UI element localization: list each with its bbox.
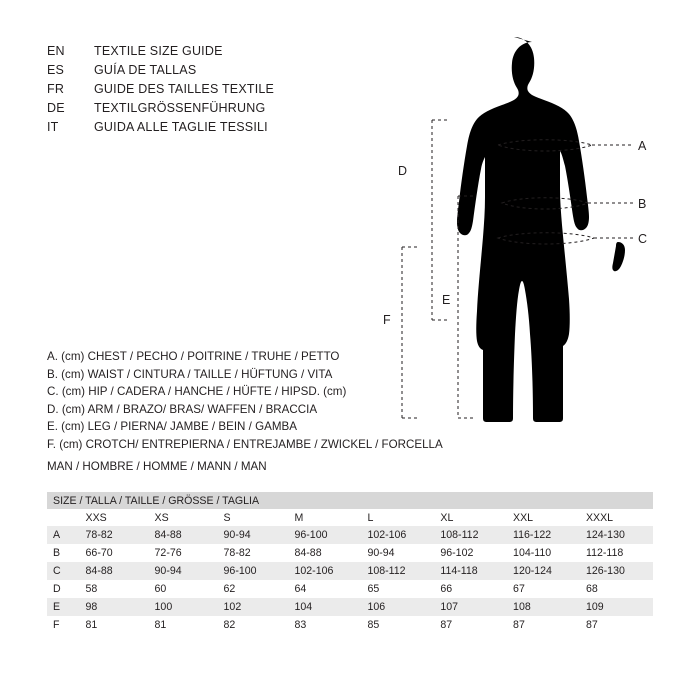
table-cell: 64 — [289, 580, 362, 598]
row-label: A — [47, 526, 80, 544]
diagram-label-b: B — [638, 197, 647, 211]
table-cell: 90-94 — [361, 544, 434, 562]
column-header: XS — [149, 509, 218, 526]
table-cell: 104-110 — [507, 544, 580, 562]
table-row — [47, 616, 653, 634]
table-cell: 81 — [149, 616, 218, 634]
table-cell: 84-88 — [149, 526, 218, 544]
table-cell: 90-94 — [218, 526, 289, 544]
language-code: FR — [47, 82, 65, 96]
table-cell: 83 — [289, 616, 362, 634]
table-cell: 96-102 — [434, 544, 507, 562]
table-cell: 81 — [80, 616, 149, 634]
table-cell: 85 — [361, 616, 434, 634]
table-cell: 108-112 — [434, 526, 507, 544]
table-cell: 87 — [434, 616, 507, 634]
size-table-wrapper — [47, 492, 653, 634]
size-table — [47, 492, 653, 634]
table-cell: 102-106 — [361, 526, 434, 544]
row-label: D — [47, 580, 80, 598]
table-cell: 87 — [580, 616, 653, 634]
language-row — [47, 82, 347, 101]
table-cell: 66-70 — [80, 544, 149, 562]
row-label: B — [47, 544, 80, 562]
table-cell: 98 — [80, 598, 149, 616]
diagram-label-a: A — [638, 139, 647, 153]
table-cell: 102 — [218, 598, 289, 616]
legend-line-b: B. (cm) WAIST / CINTURA / TAILLE / HÜFTUNG / VITA — [47, 367, 333, 381]
body-diagram — [380, 20, 680, 470]
table-cell: 124-130 — [580, 526, 653, 544]
table-cell: 116-122 — [507, 526, 580, 544]
diagram-label-f: F — [383, 313, 391, 327]
language-title: GUIDA ALLE TAGLIE TESSILI — [94, 120, 268, 134]
diagram-label-c: C — [638, 232, 648, 246]
table-cell: 60 — [149, 580, 218, 598]
table-cell: 67 — [507, 580, 580, 598]
male-silhouette-icon — [457, 37, 625, 422]
table-cell: 120-124 — [507, 562, 580, 580]
table-cell: 82 — [218, 616, 289, 634]
table-header-label: SIZE / TALLA / TAILLE / GRÖSSE / TAGLIA — [47, 492, 653, 509]
language-title: GUIDE DES TAILLES TEXTILE — [94, 82, 275, 96]
diagram-label-d: D — [398, 164, 408, 178]
language-title: TEXTILGRÖSSENFÜHRUNG — [94, 101, 266, 115]
language-title: GUÍA DE TALLAS — [94, 63, 197, 77]
gender-line: MAN / HOMBRE / HOMME / MANN / MAN — [47, 460, 267, 473]
table-cell: 65 — [361, 580, 434, 598]
table-cell: 87 — [507, 616, 580, 634]
row-label: E — [47, 598, 80, 616]
row-label: F — [47, 616, 80, 634]
table-cell: 100 — [149, 598, 218, 616]
table-header-row — [47, 492, 653, 509]
language-row — [47, 63, 347, 82]
language-code: DE — [47, 101, 65, 115]
legend-line-e: E. (cm) LEG / PIERNA/ JAMBE / BEIN / GAMBA — [47, 420, 297, 434]
table-cell: 78-82 — [218, 544, 289, 562]
table-column-row — [47, 509, 653, 526]
table-cell: 126-130 — [580, 562, 653, 580]
table-cell: 62 — [218, 580, 289, 598]
table-row — [47, 544, 653, 562]
table-row — [47, 598, 653, 616]
language-title-block — [47, 44, 347, 139]
column-header: XXL — [507, 509, 580, 526]
column-header: S — [218, 509, 289, 526]
table-cell: 72-76 — [149, 544, 218, 562]
table-cell: 108 — [507, 598, 580, 616]
table-cell: 58 — [80, 580, 149, 598]
column-header: M — [289, 509, 362, 526]
legend-line-a: A. (cm) CHEST / PECHO / POITRINE / TRUHE / PETTO — [47, 350, 340, 363]
table-cell: 96-100 — [289, 526, 362, 544]
table-cell: 90-94 — [149, 562, 218, 580]
column-header: XXS — [80, 509, 149, 526]
legend-line-c: C. (cm) HIP / CADERA / HANCHE / HÜFTE / HIPSD. (cm) — [47, 385, 347, 399]
language-title: TEXTILE SIZE GUIDE — [94, 44, 223, 58]
language-row — [47, 44, 347, 63]
table-cell: 102-106 — [289, 562, 362, 580]
table-cell: 108-112 — [361, 562, 434, 580]
column-header: L — [361, 509, 434, 526]
table-cell: 68 — [580, 580, 653, 598]
language-code: EN — [47, 44, 65, 58]
table-row — [47, 562, 653, 580]
table-cell: 109 — [580, 598, 653, 616]
column-header: XL — [434, 509, 507, 526]
table-cell: 96-100 — [218, 562, 289, 580]
language-row — [47, 101, 347, 120]
table-corner-cell — [47, 509, 80, 526]
table-cell: 114-118 — [434, 562, 507, 580]
table-cell: 84-88 — [80, 562, 149, 580]
legend-line-d: D. (cm) ARM / BRAZO/ BRAS/ WAFFEN / BRACCIA — [47, 402, 318, 416]
table-cell: 107 — [434, 598, 507, 616]
table-row — [47, 580, 653, 598]
legend-line-f: F. (cm) CROTCH/ ENTREPIERNA / ENTREJAMBE / ZWICKEL / FORCELLA — [47, 437, 443, 451]
table-cell: 84-88 — [289, 544, 362, 562]
language-code: ES — [47, 63, 65, 77]
table-cell: 66 — [434, 580, 507, 598]
table-cell: 78-82 — [80, 526, 149, 544]
language-code: IT — [47, 120, 59, 134]
table-cell: 104 — [289, 598, 362, 616]
table-cell: 112-118 — [580, 544, 653, 562]
column-header: XXXL — [580, 509, 653, 526]
table-cell: 106 — [361, 598, 434, 616]
diagram-label-e: E — [442, 293, 451, 307]
row-label: C — [47, 562, 80, 580]
language-row — [47, 120, 347, 139]
table-row — [47, 526, 653, 544]
